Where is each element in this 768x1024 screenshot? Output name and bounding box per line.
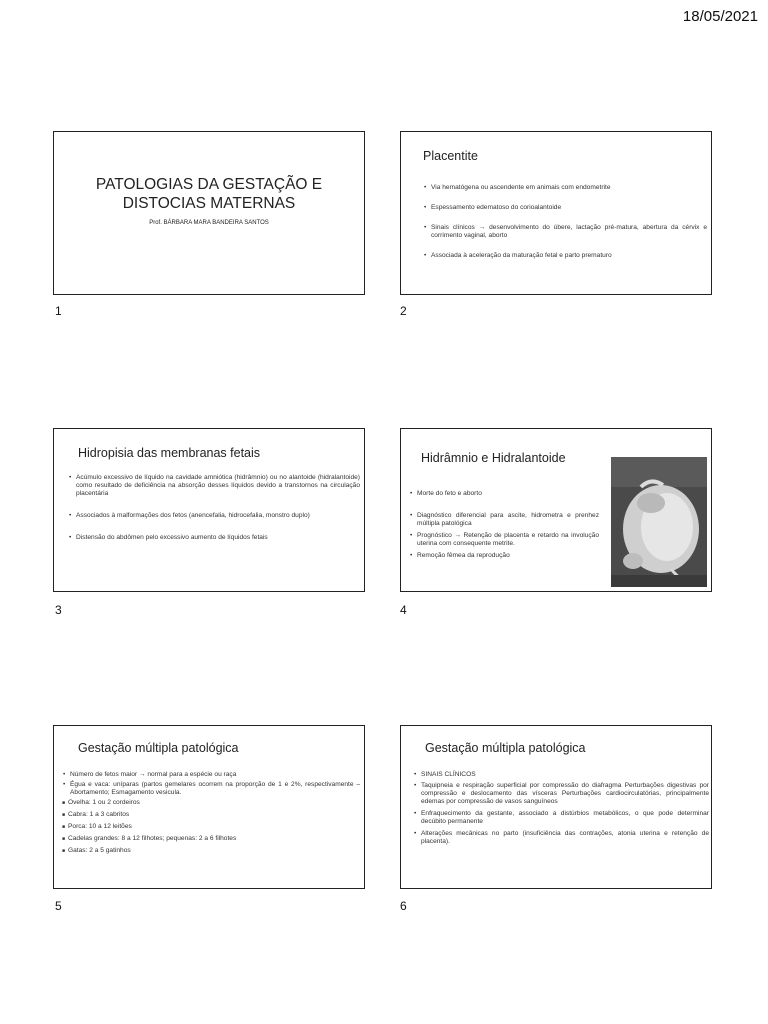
slide-title: Placentite: [423, 149, 478, 163]
bullet-item: • Acúmulo excessivo de líquido na cavidade amniótica (hidrâmnio) ou no alantoide (hidralantoide) como resultado de deficiência na absorção desses líquidos devido a transtornos na circulação placentária: [68, 474, 360, 498]
bullet-item: • Morte do feto e aborto: [409, 490, 599, 498]
bullet-item: • Remoção fêmea da reprodução: [409, 552, 599, 560]
bullet-list: [68, 474, 360, 542]
bullet-item: ■ Cadelas grandes: 8 a 12 filhotes; pequenas: 2 a 6 filhotes: [62, 835, 360, 843]
slide-title: Hidrâmnio e Hidralantoide: [421, 451, 566, 465]
slide-number: 1: [55, 304, 62, 318]
slide-number: 4: [400, 603, 407, 617]
bullet-item: • Sinais clínicos → desenvolvimento do úbere, lactação pré-matura, abertura da cérvix e corrimento vaginal, aborto: [423, 224, 707, 240]
bullet-item: • Associados à malformações dos fetos (anencefalia, hidrocefalia, monstro duplo): [68, 512, 360, 520]
slide-number: 3: [55, 603, 62, 617]
bullet-item: • Via hematógena ou ascendente em animais com endometrite: [423, 184, 707, 192]
bullet-item: • SINAIS CLÍNICOS: [413, 771, 709, 779]
slide-number: 5: [55, 899, 62, 913]
slide-title: Gestação múltipla patológica: [78, 741, 239, 755]
bullet-item: • Distensão do abdômen pelo excessivo aumento de líquidos fetais: [68, 534, 360, 542]
bullet-item: • Égua e vaca: uníparas (partos gemelares ocorrem na proporção de 1 e 2%, respectivamente – Abortamento; Esmagamento vesicula.: [62, 781, 360, 797]
slide-subtitle: Prof. BÁRBARA MARA BANDEIRA SANTOS: [149, 220, 269, 226]
bullet-item: ■ Porca: 10 a 12 leitões: [62, 823, 360, 831]
slide-4: [400, 428, 712, 592]
slide-title: [54, 175, 364, 213]
cow-photo: [611, 457, 707, 587]
bullet-item: • Espessamento edematoso do corioalantoide: [423, 204, 707, 212]
bullet-item: • Número de fetos maior → normal para a espécie ou raça: [62, 771, 360, 779]
cow-photo-illustration: [611, 457, 707, 587]
bullet-list: [423, 184, 707, 260]
bullet-item: ■ Cabra: 1 a 3 cabritos: [62, 811, 360, 819]
slide-number: 2: [400, 304, 407, 318]
bullet-item: • Enfraquecimento da gestante, associado a distúrbios metabólicos, o que pode determinar decúbito permanente: [413, 810, 709, 826]
slide-title: Gestação múltipla patológica: [425, 741, 586, 755]
bullet-item: • Diagnóstico diferencial para ascite, hidrometra e prenhez múltipla patológica: [409, 512, 599, 528]
slide-5: [53, 725, 365, 889]
title-line-2: DISTOCIAS MATERNAS: [122, 195, 296, 212]
slide-6: [400, 725, 712, 889]
bullet-item: ■ Gatas: 2 a 5 gatinhos: [62, 847, 360, 855]
bullet-item: • Prognóstico → Retenção de placenta e retardo na involução uterina com consequente metrite.: [409, 532, 599, 548]
bullet-item: ■ Ovelha: 1 ou 2 cordeiros: [62, 799, 360, 807]
document-date: 18/05/2021: [682, 8, 758, 25]
bullet-list: [409, 490, 599, 560]
slide-1: [53, 131, 365, 295]
slide-title: Hidropisia das membranas fetais: [78, 446, 261, 460]
slide-2: [400, 131, 712, 295]
bullet-list: [62, 771, 360, 855]
slide-3: [53, 428, 365, 592]
bullet-item: • Associada à aceleração da maturação fetal e parto prematuro: [423, 252, 707, 260]
bullet-item: • Taquipneia e respiração superficial por compressão do diafragma Perturbações digestivas por compressão e deslocamento das vísceras Perturbações cardiocirculatórias, principalmente edemas por compressão de vasos sanguíneos: [413, 782, 709, 806]
bullet-item: • Alterações mecânicas no parto (insuficiência das contrações, atonia uterina e retenção de placenta).: [413, 830, 709, 846]
title-line-1: PATOLOGIAS DA GESTAÇÃO E: [95, 176, 323, 193]
slide-number: 6: [400, 899, 407, 913]
bullet-list: [413, 771, 709, 846]
